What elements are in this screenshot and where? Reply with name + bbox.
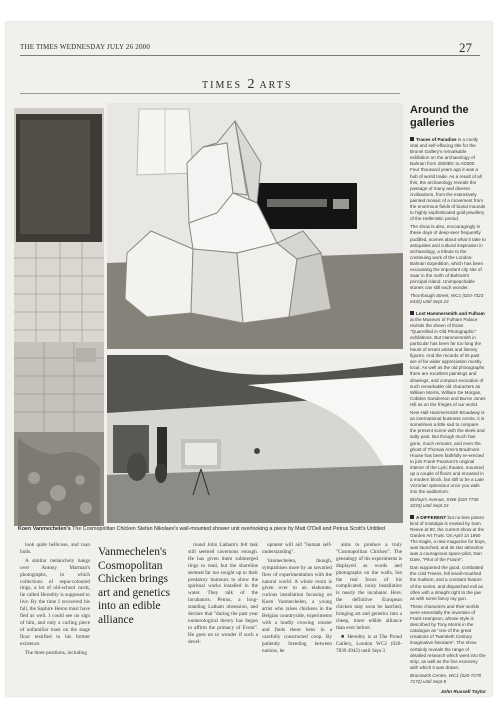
newspaper-page (6, 22, 492, 696)
article-paragraph: A similar melancholy hangs over Antony Marman's photographs, in which collections of sepia-coloured rings, a lot of old-school cards, lie called Heredity is supposed to live. By the time I recovered his fall, the Saphire Heron must have fled as well. I could see no sign of him, and only a curling piece of unfamiliar toast on the stage floor testified to his former existence. (20, 557, 90, 647)
photo-shower-unit-image (14, 108, 104, 526)
listing-info: Thornhaugh Street, WC1 (020-7323 6432) until Sept 23 (410, 293, 484, 305)
listing-entry (410, 515, 486, 686)
listings-column (410, 104, 486, 695)
article-info: ■ Heredity is at The Proud Gallery, London WC2 (020-7839 4942) until Sept 3 (336, 633, 402, 654)
article-paragraph: round John Latham's felt task still seemed cavernous enough. He has given them submerged rings to read, but the shoreline seemed far too sought up to their predatory humours to show the spiritual works installed in the water. They talk of the incubators. Petrus, a long-standing Latham obsession, and declare that "during the past year numerological theory has begun to affirm the primacy of Event". He goes on to wonder if such a devel- (188, 542, 258, 645)
article-paragraph: opment will aid "human self-understanding". (262, 542, 332, 555)
listing-entry (410, 137, 486, 306)
section-label-arts: ARTS (259, 80, 293, 91)
caption-bold: Koen Vanmechelen's (18, 526, 71, 532)
article-column-1 (20, 542, 90, 659)
article-paragraph: Vanmechelen, though, sympathises more by an unvaried flow of experimentation with the natural world. A whole room is given over to an elaborate, curious installation focusing on Koen Vanmechelen, a young artist who raises chickens in the Belgian countryside, experiments with a loudly crowing rooster and finds these hens in a carefully constructed coop. By patiently breeding between nations, he (262, 557, 332, 654)
masthead-dateline: THE TIMES WEDNESDAY JULY 26 2000 (20, 43, 151, 51)
listing-text: at the Museum of Fulham Palace revisits the sheen of those "Quarrelled in Old Photographic" exhibitions. But Hammersmith in particular has been far too long the haunt of errant artists and literary figures. And the records of its past are of far wider appreciation mostly local. As well as the old photographs there are excellent paintings and drawings, and compact evocation of such remarkable old characters as William Morris, William De Morgan, Cobden Sanderson and Burne Jones Hill as on the fringes of our world. (410, 316, 486, 407)
caption-text: The Cosmopolitan Chicken Stefan Nikolaev's wall-mounted shower unit overlooking a piece by Matt O'Dell and Petrus Scott's Untitled (70, 526, 385, 532)
pull-quote: Vanmechelen's Cosmopolitan Chicken brings art and genetics into an edible alliance (98, 546, 171, 626)
section-label-times: TIMES (202, 80, 242, 91)
listing-info: Bishop's Avenue, SW6 (020-7736 3233) until Sept 24 (410, 497, 479, 509)
photo-gallery-image (107, 355, 403, 523)
listing-info: Brunswick Centre, WC1 (020-7278 7172) until Sept 8 (410, 672, 481, 684)
listing-text: is a coolly vital and self-effacing title for the Brunei Gallery's remarkable exhibition on the archaeology of Bahrain from 2500BC to AD300. Four thousand years ago it was a hub of world trade. As a result of all this, the archaeology reveals the passage of many and diverse civilisations, from the extensively painted mosaic of a movement from the enormous fields of burial mounds to highly sophisticated gold jewellery of the Hellenistic period. (410, 137, 486, 222)
listing-name: A DIFFERENT (416, 514, 447, 520)
listing-name: Traces of Paradise (416, 137, 457, 142)
byline: John Russell Taylor (440, 690, 486, 696)
square-bullet-icon (410, 137, 414, 141)
listings-title: Around the galleries (410, 104, 469, 129)
listing-text: The show is also, encouragingly in these days of deep-seer frequently puddled, scenes about what it take to antiquities and cultural inspiration in archaeology, a tribute to the continuing work of the London-Bahrain Expedition, which has been excavating the important city site of Saar in the north of Bahrain's principal island. Unimpeachable stones can still each wonder. (410, 224, 486, 291)
article-column-5 (336, 542, 402, 657)
square-bullet-icon (410, 515, 414, 519)
section-label-two: 2 (247, 77, 255, 92)
section-label (202, 77, 292, 93)
photo-shower-unit (14, 108, 104, 526)
listing-text: New Hall Hammersmith Broadway is an international business centre, it is sometimes a little sad to compare the present scene with the sleek and salty past. But though much has gone, much remains, and even the ghost of Thomas Arne's Bradmore House has been faithfully re-erected to join Frank Pearsom's original interior of the Lyric theatre, mounted up a couple of floors and encased in a modern block, but still to be a Late Victorian splendour once you walk into the auditorium. (410, 410, 485, 495)
square-bullet-icon (410, 311, 414, 315)
listing-text: Dan supported the good, combatted the cold Treens, fell small-mouthed the malison, and a constant feature of the series, and dispatched evil as often with a straight right to the jaw as with some fancy ray gun. (410, 565, 484, 601)
listing-name: Lost Hammersmith and Fulham (416, 310, 485, 316)
listing-entry (410, 311, 486, 510)
top-rule (20, 55, 480, 56)
section-rule (20, 93, 400, 94)
listing-text: but no less potent kind of nostalgia is evoked by Sam Reeve at 90, the current show at the Garden Art Trust. On April 14 1950 The Eagle, a new magazine for boys, was launched, and its star attraction was a courageous space-pilot, Dan Dare, "Pilot of the Future". (410, 514, 486, 563)
photo-gallery-projection (107, 355, 403, 523)
article-paragraph: The three positions, including (25, 649, 87, 656)
listing-text: These characters and their worlds were essentially the invention of Frank Hampson, whose style is described by Tony Morris in the catalogue as "one of the great creations of Twentieth Century imaginative literature". The show certainly reveals the range of detailed research which went into the strip, as well as the fine economy with which it was drawn. (410, 603, 486, 670)
article-paragraph: aims to produce a truly "Cosmopolitan Chicken". The genealogy of his experiments is displayed as words and photographs on the walls, but the real focus of his complicated, noisy installation is nearly the incubator. Here, the definitive European chicken may soon be hatched, bringing art and genetics into a cheep, more edible alliance than ever before. (336, 542, 402, 631)
article-paragraph: look quite bellicose, and roan bulls. (20, 542, 90, 555)
article-column-4 (262, 542, 332, 657)
photo-caption (18, 526, 404, 533)
article-column-3 (188, 542, 258, 648)
photo-sculpture-image (107, 103, 403, 349)
photo-sculpture-gallery (107, 103, 403, 349)
page-number: 27 (459, 40, 472, 55)
